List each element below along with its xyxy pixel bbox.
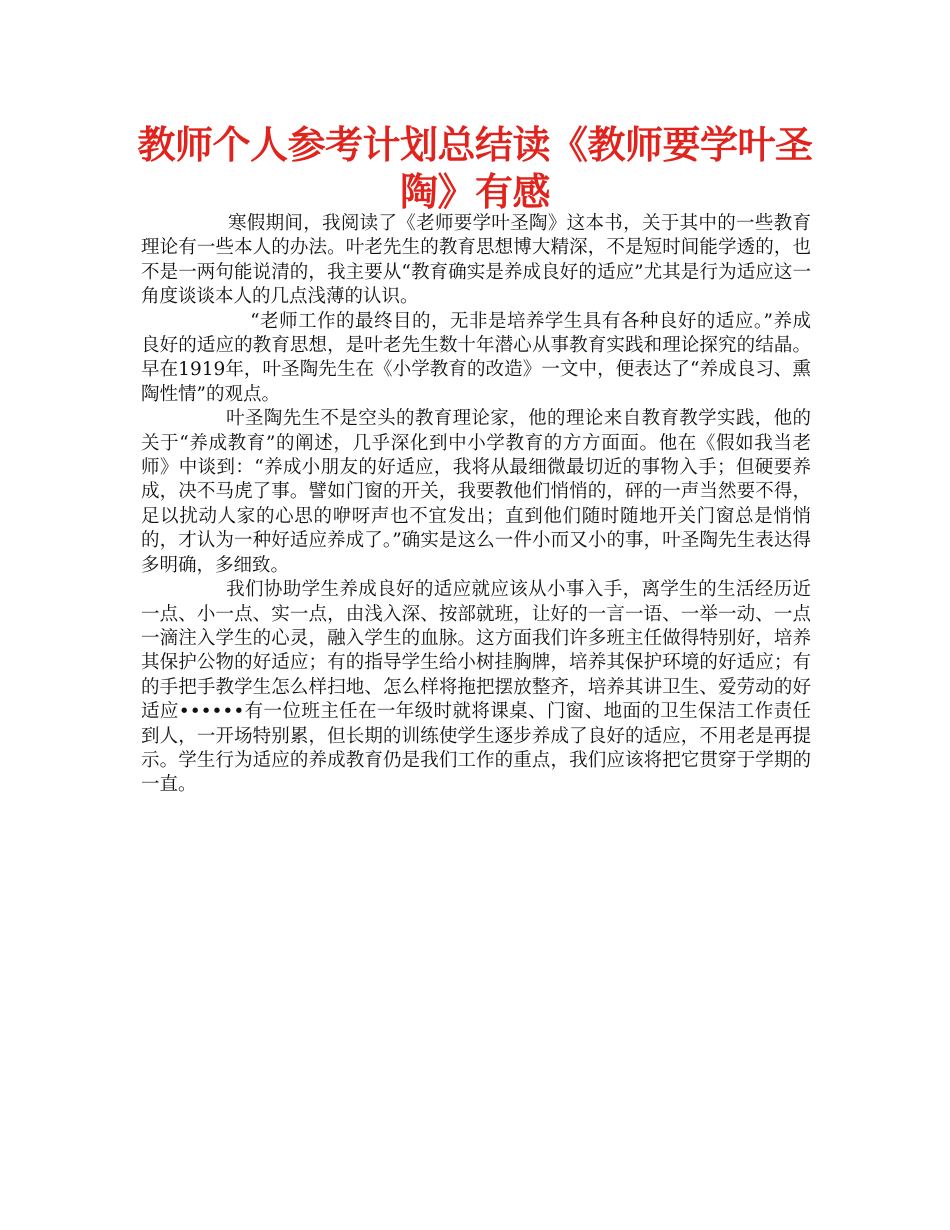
paragraph: 我们协助学生养成良好的适应就应该从小事入手，离学生的生活经历近一点、小一点、实一点，由浅入深、按部就班，让好的一言一语、一举一动、一点一滴注入学生的心灵，融入学生的血脉。这方面我们许多班主任做得特别好，培养其保护公物的好适应；有的指导学生给小树挂胸牌，培养其保护环境的好适应；有的手把手教学生怎么样扫地、怎么样将拖把摆放整齐，培养其讲卫生、爱劳动的好适应••••••有一位班主任在一年级时就将课桌、门窗、地面的卫生保洁工作责任到人，一开场特别累，但长期的训练使学生逐步养成了良好的适应，不用老是再提示。学生行为适应的养成教育仍是我们工作的重点，我们应该将把它贯穿于学期的一直。 — [141, 579, 811, 796]
document-title: 教师个人参考计划总结读《教师要学叶圣陶》有感 — [137, 123, 813, 214]
paragraph: 寒假期间，我阅读了《老师要学叶圣陶》这本书，关于其中的一些教育理论有一些本人的办法。叶老先生的教育思想博大精深，不是短时间能学透的，也不是一两句能说清的，我主要从“教育确实是养成良好的适应”尤其是行为适应这一角度谈谈本人的几点浅薄的认识。 — [141, 213, 811, 308]
paragraph: “老师工作的最终目的，无非是培养学生具有各种良好的适应。”养成良好的适应的教育思想，是叶老先生数十年潜心从事教育实践和理论探究的结晶。早在1919年，叶圣陶先生在《小学教育的改造》一文中，便表达了“养成良习、熏陶性情”的观点。 — [141, 310, 811, 405]
document-body — [141, 212, 811, 798]
paragraph: 叶圣陶先生不是空头的教育理论家，他的理论来自教育教学实践，他的关于“养成教育”的阐述，几乎深化到中小学教育的方方面面。他在《假如我当老师》中谈到：“养成小朋友的好适应，我将从最细微最切近的事物入手；但硬要养成，决不马虎了事。譬如门窗的开关，我要教他们悄悄的，砰的一声当然要不得，足以扰动人家的心思的咿呀声也不宜发出；直到他们随时随地开关门窗总是悄悄的，才认为一种好适应养成了。”确实是这么一件小而又小的事，叶圣陶先生表达得多明确，多细致。 — [141, 408, 811, 576]
